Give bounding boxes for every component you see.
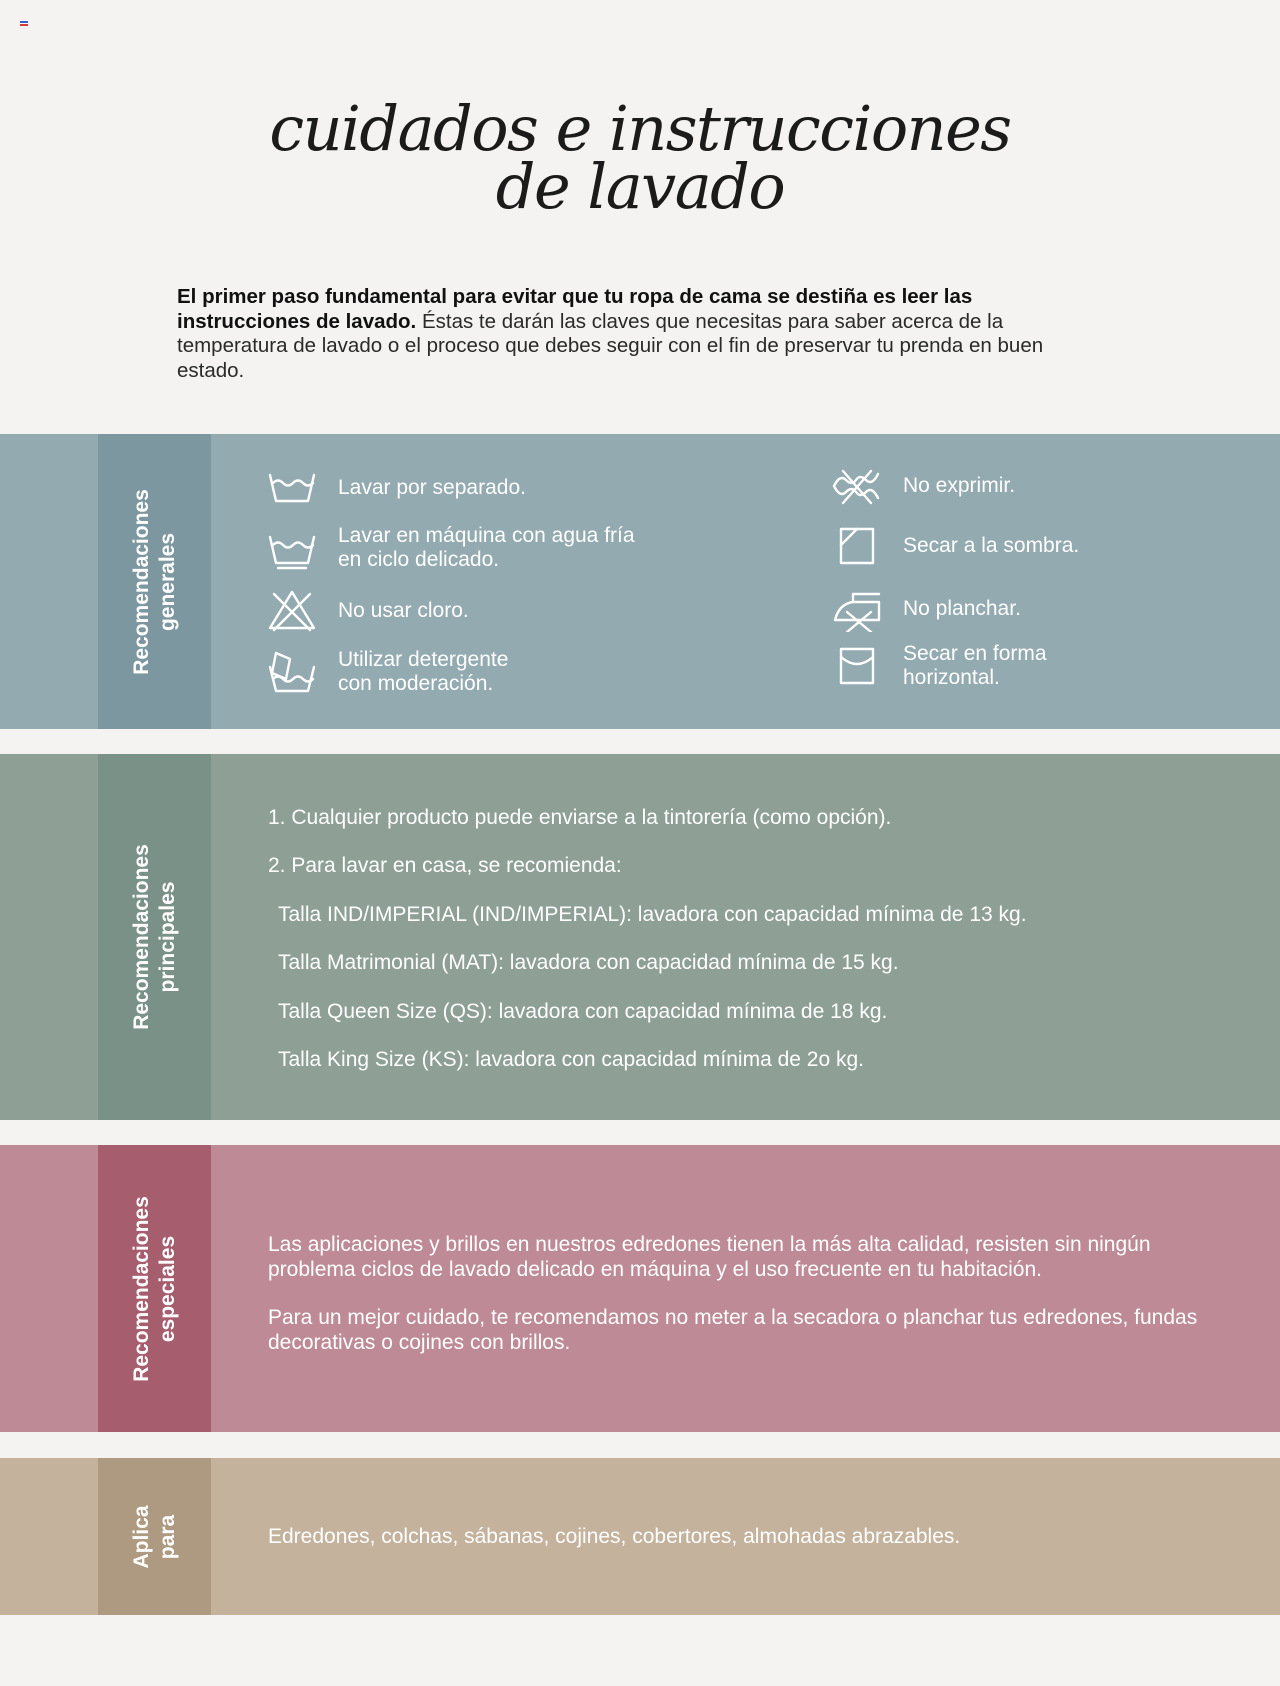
- special-recommendations-tab: [98, 1145, 211, 1432]
- general-recommendations-section: [0, 434, 1280, 729]
- care-item-detergent: [266, 648, 508, 696]
- main-recommendations-section: [0, 754, 1280, 1120]
- section-label: [129, 1196, 181, 1382]
- special-paragraph-2: Para un mejor cuidado, te recomendamos no meter a la secadora o planchar tus edredones, fundas decorativas o cojines con brillos.: [268, 1306, 1198, 1354]
- intro-text: Éstas te darán las claves que necesitas para saber acerca de la temperatura de lavado o el proceso que debes seguir con el fin de preservar tu prenda en buen estado.: [177, 309, 1044, 382]
- section-label-line-2: principales: [155, 881, 179, 993]
- list-item: Talla IND/IMPERIAL (IND/IMPERIAL): lavadora con capacidad mínima de 13 kg.: [278, 903, 1027, 926]
- care-item-text: Secar a la sombra.: [903, 534, 1080, 557]
- care-item-text-line-1: Utilizar detergente: [338, 648, 509, 671]
- care-item-text-line-1: Secar en forma: [903, 642, 1047, 665]
- wash-tub-icon: [266, 465, 318, 511]
- care-item-wash-separately: [266, 465, 526, 511]
- applies-to-text: Edredones, colchas, sábanas, cojines, cobertores, almohadas abrazables.: [268, 1524, 961, 1548]
- section-label-line-2: para: [155, 1514, 179, 1559]
- special-recommendations-text: [268, 1233, 1198, 1379]
- list-item: Talla Queen Size (QS): lavadora con capacidad mínima de 18 kg.: [278, 1000, 888, 1023]
- no-iron-icon: [831, 586, 883, 632]
- no-wring-icon: [831, 463, 883, 509]
- care-item-text: No planchar.: [903, 597, 1021, 620]
- care-item-machine-wash: [266, 524, 635, 572]
- section-label-line-1: Recomendaciones: [129, 488, 153, 675]
- machine-wash-cold-icon: [266, 525, 318, 571]
- care-item-no-wring: [831, 463, 1015, 509]
- special-recommendations-section: [0, 1145, 1280, 1432]
- list-item: Talla King Size (KS): lavadora con capacidad mínima de 2o kg.: [278, 1048, 864, 1071]
- care-item-text-line-2: horizontal.: [903, 666, 1000, 689]
- section-label-line-1: Aplica: [129, 1504, 153, 1569]
- no-bleach-icon: [266, 588, 318, 634]
- list-item: Talla Matrimonial (MAT): lavadora con capacidad mínima de 15 kg.: [278, 951, 899, 974]
- intro-bold: El primer paso fundamental para evitar que tu ropa de cama se destiña es leer las instrucciones de lavado.: [177, 285, 973, 333]
- list-item: 2. Para lavar en casa, se recomienda:: [268, 854, 622, 877]
- care-item-text-line-2: en ciclo delicado.: [338, 548, 500, 571]
- page-title: [0, 92, 1280, 223]
- care-item-dry-flat: [831, 642, 1047, 690]
- section-label-line-1: Recomendaciones: [129, 1195, 153, 1382]
- care-item-text: No usar cloro.: [338, 599, 469, 622]
- intro-paragraph: [177, 285, 1107, 383]
- care-symbols: [0, 434, 1280, 729]
- section-label-line-1: Recomendaciones: [129, 844, 153, 1030]
- care-item-text-line-1: Lavar en máquina con agua fría: [338, 524, 635, 547]
- title-line-1: cuidados e instrucciones: [269, 92, 1011, 165]
- care-item-text: No exprimir.: [903, 474, 1016, 497]
- list-item: 1. Cualquier producto puede enviarse a la tintorería (como opción).: [268, 806, 892, 829]
- section-label: [129, 844, 181, 1030]
- care-item-no-iron: [831, 586, 1021, 632]
- section-label-line-2: generales: [155, 532, 179, 631]
- care-item-text: Lavar por separado.: [338, 476, 526, 499]
- applies-to-tab: [98, 1458, 211, 1615]
- applies-to-section: [0, 1458, 1280, 1615]
- main-recommendations-tab: [98, 754, 211, 1120]
- title-line-2: de lavado: [495, 150, 785, 223]
- care-item-text-line-2: con moderación.: [338, 672, 494, 695]
- language-flag-icon[interactable]: [20, 21, 28, 26]
- section-label-line-2: especiales: [155, 1235, 179, 1342]
- special-paragraph-1: Las aplicaciones y brillos en nuestros edredones tienen la más alta calidad, resisten sin ningún problema ciclos de lavado delicado en máquina y el uso frecuente en tu habitación.: [268, 1233, 1151, 1281]
- dry-in-shade-icon: [831, 523, 883, 569]
- section-label: [129, 1505, 181, 1568]
- dry-flat-icon: [831, 643, 883, 689]
- detergent-icon: [266, 649, 318, 695]
- care-item-dry-in-shade: [831, 523, 1079, 569]
- care-item-no-bleach: [266, 588, 469, 634]
